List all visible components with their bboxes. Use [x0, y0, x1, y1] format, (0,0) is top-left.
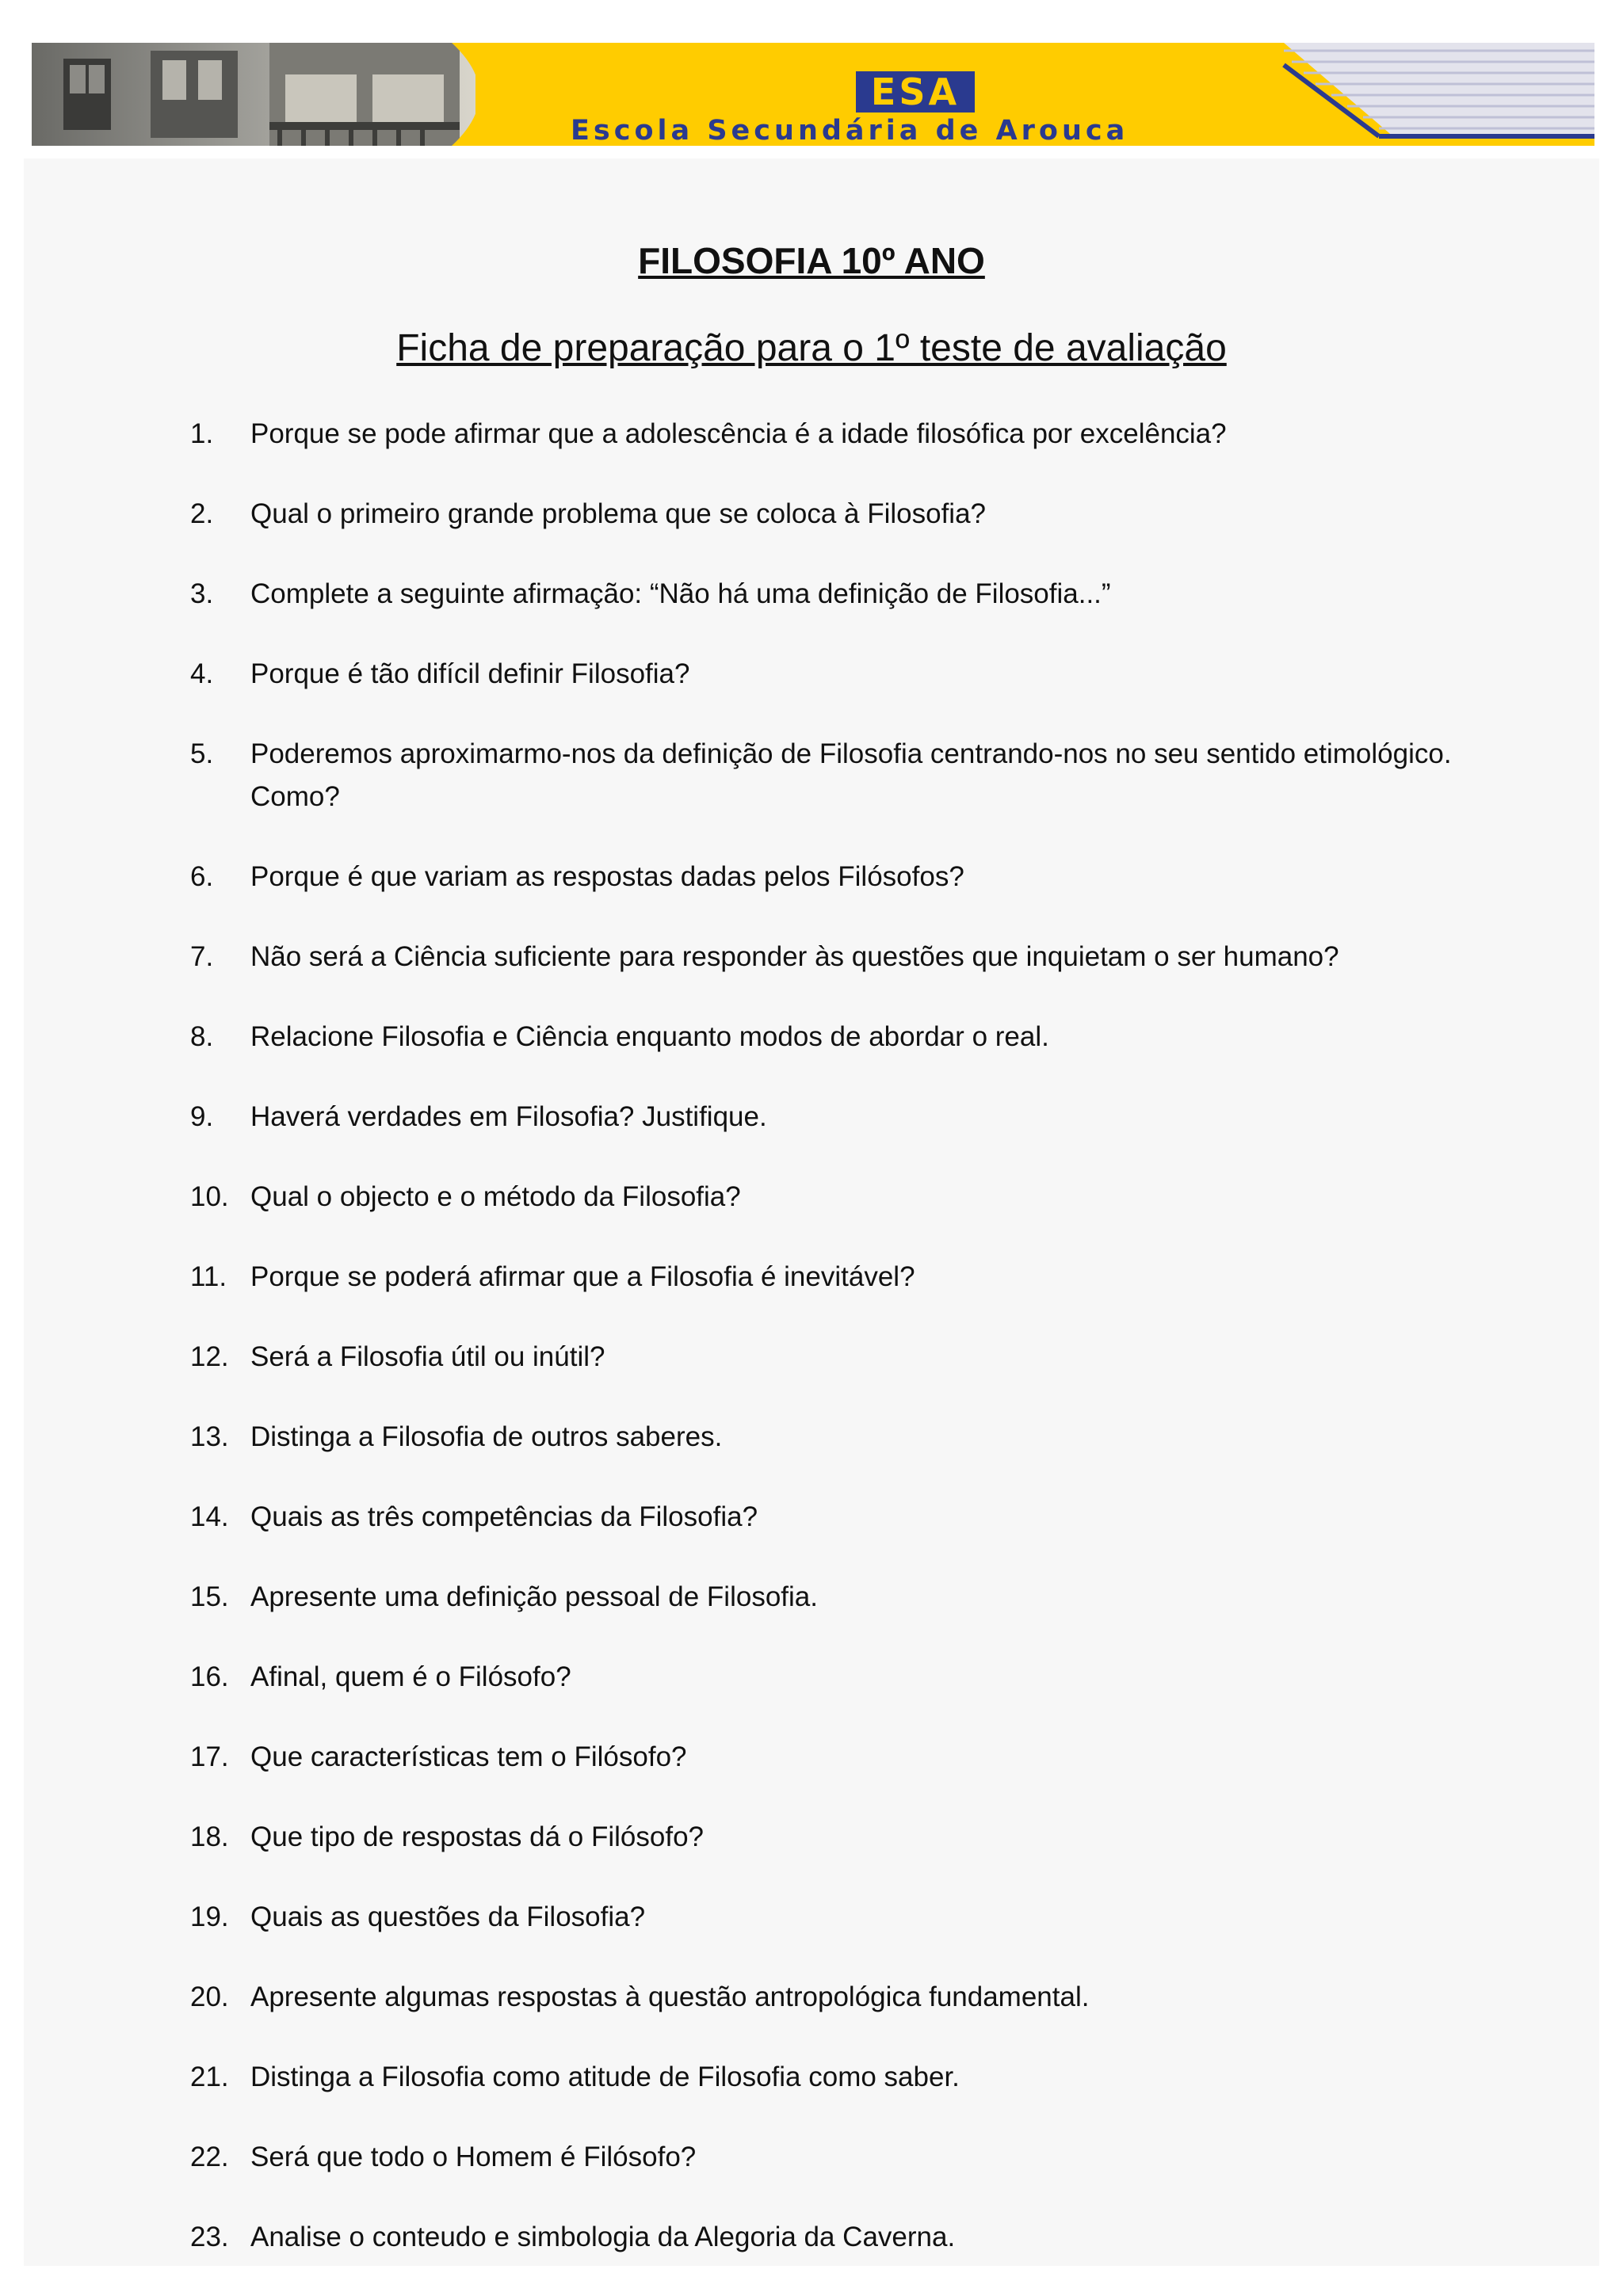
question-number: 17.: [190, 1741, 229, 1772]
question-item: [190, 1176, 1490, 1219]
question-text: Afinal, quem é o Filósofo?: [250, 1661, 571, 1692]
question-number: 16.: [190, 1661, 229, 1692]
question-number: 23.: [190, 2222, 229, 2252]
question-number: 1.: [190, 418, 214, 449]
question-item: [190, 2136, 1490, 2179]
question-text: Analise o conteudo e simbologia da Alegoria da Caverna.: [250, 2222, 956, 2252]
logo-text: ESA: [870, 71, 960, 113]
page-title: FILOSOFIA 10º ANO: [638, 240, 985, 281]
question-item: [190, 1656, 1490, 1699]
question-number: 3.: [190, 578, 214, 609]
question-number: 21.: [190, 2061, 229, 2092]
question-text: Porque é tão difícil definir Filosofia?: [250, 658, 690, 689]
question-item: [190, 1336, 1490, 1379]
question-item: [190, 1816, 1490, 1859]
question-list: [190, 413, 1490, 2296]
esa-logo: [856, 71, 975, 113]
question-text: Qual o objecto e o método da Filosofia?: [250, 1181, 741, 1212]
page-subtitle: Ficha de preparação para o 1º teste de avaliação: [396, 327, 1227, 369]
question-item: [190, 2216, 1490, 2259]
question-number: 14.: [190, 1501, 229, 1532]
question-item: [190, 653, 1490, 696]
question-number: 4.: [190, 658, 214, 689]
question-text: Que tipo de respostas dá o Filósofo?: [250, 1821, 705, 1852]
question-item: [190, 856, 1490, 898]
question-item: [190, 936, 1490, 978]
question-item: [190, 1096, 1490, 1138]
question-text: Distinga a Filosofia de outros saberes.: [250, 1421, 723, 1452]
question-text: Será a Filosofia útil ou inútil?: [250, 1341, 605, 1372]
question-item: [190, 493, 1490, 536]
question-number: 5.: [190, 738, 214, 769]
question-text: Qual o primeiro grande problema que se coloca à Filosofia?: [250, 498, 987, 529]
question-text: Distinga a Filosofia como atitude de Filosofia como saber.: [250, 2061, 960, 2092]
question-text: Poderemos aproximarmo-nos da definição de Filosofia centrando-nos no seu sentido etimológico. Como?: [250, 738, 1452, 812]
question-text: Quais as questões da Filosofia?: [250, 1901, 646, 1932]
question-text: Haverá verdades em Filosofia? Justifique.: [250, 1101, 767, 1132]
question-item: [190, 733, 1490, 818]
question-number: 20.: [190, 1981, 229, 2012]
question-item: [190, 413, 1490, 456]
question-number: 22.: [190, 2142, 229, 2172]
question-text: Porque se pode afirmar que a adolescência é a idade filosófica por excelência?: [250, 418, 1227, 449]
question-number: 11.: [190, 1261, 227, 1292]
question-item: [190, 1016, 1490, 1058]
question-number: 12.: [190, 1341, 229, 1372]
question-item: [190, 1576, 1490, 1619]
question-item: [190, 1896, 1490, 1939]
question-number: 2.: [190, 498, 214, 529]
question-text: Apresente uma definição pessoal de Filosofia.: [250, 1581, 818, 1612]
question-text: Relacione Filosofia e Ciência enquanto modos de abordar o real.: [250, 1021, 1049, 1052]
question-number: 13.: [190, 1421, 229, 1452]
question-text: Porque se poderá afirmar que a Filosofia é inevitável?: [250, 1261, 915, 1292]
question-number: 15.: [190, 1581, 229, 1612]
question-text: Complete a seguinte afirmação: “Não há uma definição de Filosofia...”: [250, 578, 1111, 609]
question-number: 6.: [190, 861, 214, 892]
question-item: [190, 1496, 1490, 1539]
school-name: Escola Secundária de Arouca: [571, 115, 1129, 146]
question-item: [190, 1256, 1490, 1299]
question-item: [190, 573, 1490, 616]
question-number: 7.: [190, 941, 214, 972]
question-text: Será que todo o Homem é Filósofo?: [250, 2142, 697, 2172]
question-text: Que características tem o Filósofo?: [250, 1741, 687, 1772]
question-number: 8.: [190, 1021, 214, 1052]
question-item: [190, 1736, 1490, 1779]
school-banner: [32, 43, 1594, 146]
question-text: Quais as três competências da Filosofia?: [250, 1501, 758, 1532]
question-item: [190, 1416, 1490, 1459]
question-text: Apresente algumas respostas à questão antropológica fundamental.: [250, 1981, 1090, 2012]
building-photo: [32, 43, 475, 146]
question-number: 9.: [190, 1101, 214, 1132]
question-number: 10.: [190, 1181, 229, 1212]
question-item: [190, 1976, 1490, 2019]
question-text: Não será a Ciência suficiente para responder às questões que inquietam o ser humano?: [250, 941, 1339, 972]
question-item: [190, 2056, 1490, 2099]
question-number: 18.: [190, 1821, 229, 1852]
question-number: 19.: [190, 1901, 229, 1932]
question-text: Porque é que variam as respostas dadas pelos Filósofos?: [250, 861, 964, 892]
